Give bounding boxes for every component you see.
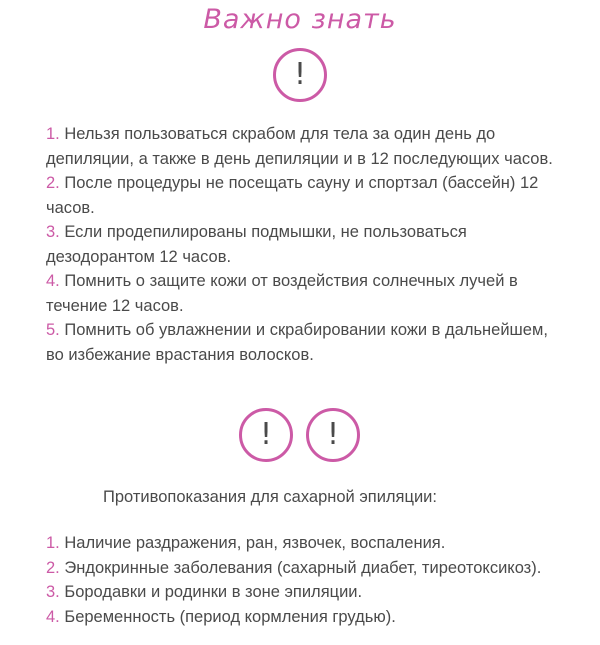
exclamation-circle-icon (273, 48, 327, 102)
contraindications-list (46, 531, 586, 629)
list-item-number: 4. (46, 272, 60, 290)
list-item-text: Помнить о защите кожи от воздействия солнечных лучей в течение 12 часов. (46, 272, 518, 315)
list-item-text: Если продепилированы подмышки, не пользоваться дезодорантом 12 часов. (46, 223, 467, 266)
list-item (46, 556, 586, 581)
list-item-text: Наличие раздражения, ран, язвочек, воспаления. (64, 534, 446, 552)
list-item (46, 269, 566, 318)
rules-list (46, 122, 566, 367)
list-item (46, 580, 586, 605)
list-item-number: 1. (46, 125, 60, 143)
exclamation-circle-icon (306, 408, 360, 462)
list-item-number: 3. (46, 583, 60, 601)
exclamation-symbol: ! (259, 417, 273, 452)
list-item (46, 318, 566, 367)
list-item (46, 171, 566, 220)
exclamation-symbol: ! (293, 57, 307, 92)
list-item-text: После процедуры не посещать сауну и спортзал (бассейн) 12 часов. (46, 174, 539, 217)
exclamation-circle-icon (239, 408, 293, 462)
list-item (46, 605, 586, 630)
list-item-number: 5. (46, 321, 60, 339)
list-item-number: 4. (46, 607, 60, 626)
list-item-number: 2. (46, 558, 60, 577)
list-item-text: Бородавки и родинки в зоне эпиляции. (64, 583, 363, 601)
list-item-text: Эндокринные заболевания (сахарный диабет, тиреотоксикоз). (64, 558, 542, 577)
page-title: Важно знать (203, 4, 397, 35)
list-item-number: 2. (46, 174, 60, 192)
exclamation-symbol: ! (326, 417, 340, 452)
list-item (46, 122, 566, 171)
list-item (46, 220, 566, 269)
list-item-text: Нельзя пользоваться скрабом для тела за один день до депиляции, а также в день депиляции и в 12 последующих часов. (46, 125, 553, 168)
list-item-number: 1. (46, 534, 60, 552)
list-item-number: 3. (46, 223, 60, 241)
list-item (46, 531, 586, 556)
list-item-text: Беременность (период кормления грудью). (64, 607, 396, 626)
contraindications-heading: Противопоказания для сахарной эпиляции: (103, 488, 437, 506)
list-item-text: Помнить об увлажнении и скрабировании кожи в дальнейшем, во избежание врастания волосков. (46, 321, 548, 364)
